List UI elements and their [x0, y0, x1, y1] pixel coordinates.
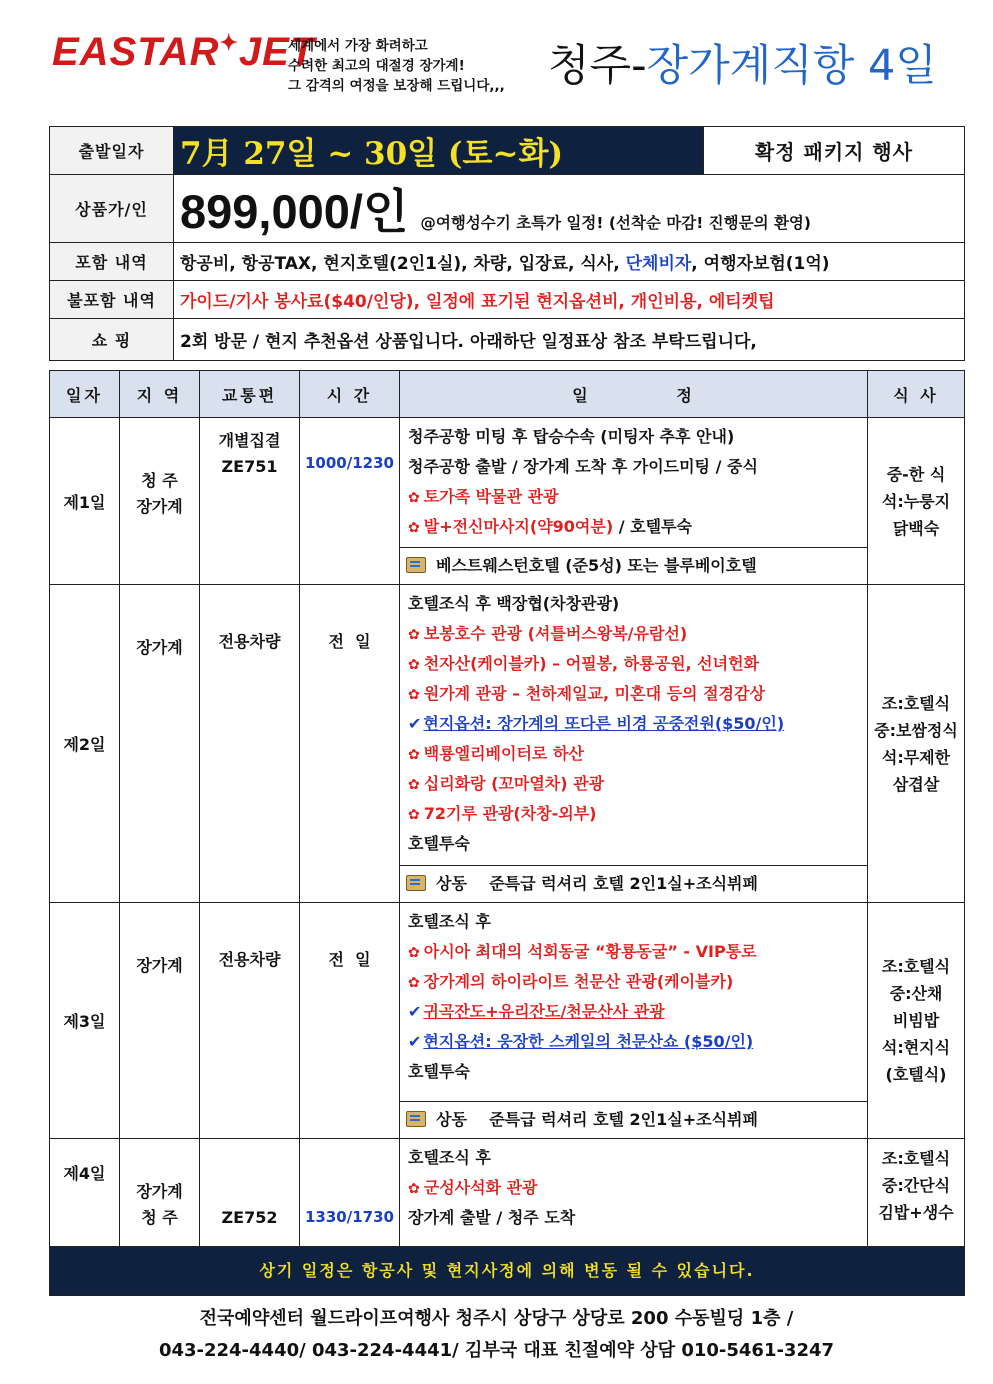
- meal-text: 석:무제한: [881, 747, 951, 767]
- region-cell: [120, 903, 200, 1139]
- highlight-text: 원가계 관광 – 천하제일교, 미혼대 등의 절경감상: [423, 684, 765, 703]
- price-label: 상품가/인: [50, 175, 174, 243]
- day-cell: 제2일: [50, 585, 120, 903]
- itinerary-line: [408, 679, 859, 709]
- region-text: 장가계: [136, 638, 183, 657]
- schedule-row: [50, 903, 965, 1139]
- itinerary-line: [408, 649, 859, 679]
- info-table: [49, 126, 965, 361]
- check-icon: ✔: [408, 1032, 422, 1051]
- included-label: 포함 내역: [50, 243, 174, 281]
- region-cell: [120, 585, 200, 903]
- meal-text: 삼겹살: [892, 774, 940, 794]
- price-note: @여행성수기 초특가 일정! (선착순 마감! 진행문의 환영): [420, 214, 811, 232]
- hotel-book-icon: [406, 1111, 426, 1127]
- schedule-table: [49, 370, 965, 1296]
- header-meals: 식 사: [868, 371, 965, 418]
- highlight-text: 장가계의 하이라이트 천문산 관광(케이블카): [423, 972, 734, 991]
- hotel-info: [400, 865, 867, 902]
- itinerary-line: [408, 967, 859, 997]
- hotel-book-icon: [406, 875, 426, 891]
- highlight-text: 귀곡잔도+유리잔도/천문산사 관광: [423, 1002, 665, 1021]
- shopping-label: 쇼 핑: [50, 319, 174, 361]
- itinerary-line: [408, 907, 859, 937]
- itinerary-cell: [400, 903, 868, 1139]
- highlight-text: 발+전신마사지(약90여분): [423, 517, 614, 536]
- flower-icon: ✿: [408, 490, 420, 506]
- slogan-line: 그 감격의 여정을 보장해 드립니다,,,: [288, 78, 505, 94]
- time-cell: 전 일: [300, 903, 400, 1139]
- transport-cell: [200, 418, 300, 585]
- itinerary-line: [408, 1173, 859, 1203]
- transport-text: 전용차량: [218, 632, 281, 651]
- meal-text: (호텔식): [885, 1065, 947, 1084]
- hotel-info: [400, 547, 867, 584]
- highlight-text: 천자산(케이블카) – 어필봉, 하룡공원, 선녀헌화: [423, 654, 760, 673]
- meal-text: 조:호텔식: [881, 693, 951, 713]
- eastar-jet-logo: EASTAR✦JET: [52, 30, 316, 74]
- hotel-text: 상동 준특급 럭셔리 호텔 2인1실+조식뷔페: [436, 874, 758, 893]
- transport-text: 개별집결: [218, 431, 281, 450]
- itinerary-cell: [400, 585, 868, 903]
- package-type: 확정 패키지 행사: [704, 127, 965, 175]
- itinerary-lines: [400, 585, 867, 859]
- flower-icon: ✿: [408, 520, 420, 536]
- highlight-text: 72기루 관광(차창-외부): [423, 804, 597, 823]
- transport-text: 전용차량: [218, 950, 281, 969]
- transport-cell: [200, 903, 300, 1139]
- meal-text: 중:보쌈정식: [874, 720, 958, 740]
- itinerary-lines: [400, 418, 867, 542]
- schedule-row: [50, 1139, 965, 1247]
- date-value: 7月 27일 ~ 30일 (토~화): [174, 127, 704, 175]
- header-time: 시 간: [300, 371, 400, 418]
- date-label: 출발일자: [50, 127, 174, 175]
- region-cell: [120, 418, 200, 585]
- transport-cell: [200, 585, 300, 903]
- meal-text: 석:현지식: [881, 1038, 951, 1057]
- meal-text: 조:호텔식: [881, 957, 951, 976]
- time-cell: 1000/1230: [300, 418, 400, 585]
- shopping-value: 2회 방문 / 현지 추천옵션 상품입니다. 아래하단 일정표상 참조 부탁드립니다,: [174, 319, 965, 361]
- itinerary-line: [408, 512, 859, 542]
- hotel-info: [400, 1101, 867, 1138]
- region-text: 장가계: [136, 956, 183, 975]
- excluded-label: 불포함 내역: [50, 281, 174, 319]
- itinerary-line: [408, 1027, 859, 1057]
- highlight-text: 토가족 박물관 관광: [423, 487, 559, 506]
- meals-cell: [868, 1139, 965, 1247]
- itinerary-line: [408, 589, 859, 619]
- meal-text: 중:산채: [889, 984, 943, 1003]
- itinerary-lines: [400, 1139, 867, 1233]
- included-value: 항공비, 항공TAX, 현지호텔(2인1실), 차량, 입장료, 식사, 단체비자, 여행자보험(1억): [174, 243, 965, 281]
- region-text: 청 주: [141, 471, 178, 490]
- itinerary-line: [408, 937, 859, 967]
- itinerary-line: [408, 739, 859, 769]
- header-transport: 교통편: [200, 371, 300, 418]
- plain-text: 장가계 출발 / 청주 도착: [408, 1208, 576, 1227]
- time-cell: 1330/1730: [300, 1139, 400, 1247]
- itinerary-line: [408, 422, 859, 452]
- itinerary-line: [408, 799, 859, 829]
- schedule-row: [50, 418, 965, 585]
- day-cell: 제1일: [50, 418, 120, 585]
- hotel-text: 베스트웨스턴호텔 (준5성) 또는 블루베이호텔: [436, 556, 757, 575]
- line-tail: / 호텔투숙: [613, 517, 692, 536]
- header-region: 지 역: [120, 371, 200, 418]
- region-text: 장가계: [136, 497, 183, 516]
- flower-icon: ✿: [408, 657, 420, 673]
- header-day: 일자: [50, 371, 120, 418]
- itinerary-line: [408, 997, 859, 1027]
- plain-text: 호텔투숙: [408, 834, 470, 853]
- itinerary-line: [408, 1057, 859, 1087]
- day-cell: 제4일: [50, 1139, 120, 1247]
- region-cell: [120, 1139, 200, 1247]
- meal-text: 중-한 식: [886, 464, 946, 484]
- flower-icon: ✿: [408, 807, 420, 823]
- schedule-notice: 상기 일정은 항공사 및 현지사정에 의해 변동 될 수 있습니다.: [50, 1247, 965, 1296]
- plain-text: 호텔투숙: [408, 1062, 470, 1081]
- highlight-text: 십리화랑 (꼬마열차) 관광: [423, 774, 605, 793]
- itinerary-cell: [400, 418, 868, 585]
- meal-text: 중:간단식: [881, 1176, 951, 1195]
- header-itinerary: 일 정: [400, 371, 868, 418]
- check-icon: ✔: [408, 1002, 422, 1021]
- region-text: 청 주: [141, 1207, 178, 1227]
- day-cell: 제3일: [50, 903, 120, 1139]
- meal-text: 조:호텔식: [881, 1149, 951, 1168]
- option-text: 현지옵션: 장가계의 또다른 비경 공중전원($50/인): [423, 714, 785, 733]
- meal-text: 닭백숙: [892, 518, 940, 538]
- flower-icon: ✿: [408, 945, 420, 961]
- itinerary-line: [408, 452, 859, 482]
- footer-address: 전국예약센터 월드라이프여행사 청주시 상당구 상당로 200 수동빌딩 1층 /: [199, 1308, 794, 1329]
- flower-icon: ✿: [408, 1181, 420, 1197]
- excluded-value: 가이드/기사 봉사료($40/인당), 일정에 표기된 현지옵션비, 개인비용, 에티켓팁: [174, 281, 965, 319]
- page-title: 청주-장가계직항 4일: [548, 41, 937, 91]
- meals-cell: [868, 903, 965, 1139]
- plain-text: 호텔조식 후: [408, 912, 491, 931]
- plain-text: 청주공항 미팅 후 탑승수속 (미팅자 추후 안내): [408, 427, 735, 446]
- itinerary-line: [408, 1143, 859, 1173]
- flower-icon: ✿: [408, 747, 420, 763]
- highlight-text: 보봉호수 관광 (셔틀버스왕복/유람선): [423, 624, 688, 643]
- meal-text: 비빔밥: [892, 1011, 940, 1030]
- plain-text: 청주공항 출발 / 장가계 도착 후 가이드미팅 / 중식: [408, 457, 758, 476]
- meals-cell: [868, 418, 965, 585]
- schedule-row: [50, 585, 965, 903]
- hotel-book-icon: [406, 557, 426, 573]
- slogan: [288, 36, 505, 96]
- itinerary-line: [408, 709, 859, 739]
- itinerary-line: [408, 482, 859, 512]
- price-cell: [174, 175, 965, 243]
- transport-text: ZE752: [221, 1208, 278, 1227]
- itinerary-line: [408, 1203, 859, 1233]
- transport-text: ZE751: [221, 457, 278, 476]
- highlight-text: 군성사석화 관광: [423, 1178, 538, 1197]
- flower-icon: ✿: [408, 975, 420, 991]
- check-icon: ✔: [408, 714, 422, 733]
- flower-icon: ✿: [408, 687, 420, 703]
- highlight-text: 백룡엘리베이터로 하산: [423, 744, 584, 763]
- plain-text: 호텔조식 후: [408, 1148, 491, 1167]
- meal-text: 석:누룽지: [881, 491, 951, 511]
- hotel-text: 상동 준특급 럭셔리 호텔 2인1실+조식뷔페: [436, 1110, 758, 1129]
- plain-text: 호텔조식 후 백장협(차창관광): [408, 594, 620, 613]
- meal-text: 김밥+생수: [878, 1203, 954, 1222]
- notice-row: [50, 1247, 965, 1296]
- option-text: 현지옵션: 웅장한 스케일의 천문산쇼 ($50/인): [423, 1032, 754, 1051]
- highlight-text: 아시아 최대의 석회동굴 “황룡동굴” - VIP통로: [423, 942, 757, 961]
- itinerary-line: [408, 769, 859, 799]
- slogan-line: 수려한 최고의 대절경 장가계!: [288, 58, 465, 74]
- itinerary-lines: [400, 903, 867, 1087]
- flower-icon: ✿: [408, 777, 420, 793]
- slogan-line: 세계에서 가장 화려하고: [288, 38, 428, 54]
- transport-cell: [200, 1139, 300, 1247]
- flower-icon: ✿: [408, 627, 420, 643]
- itinerary-cell: [400, 1139, 868, 1247]
- itinerary-line: [408, 619, 859, 649]
- itinerary-line: [408, 829, 859, 859]
- footer-contact: 043-224-4440/ 043-224-4441/ 김부국 대표 친절예약 상담 010-5461-3247: [158, 1340, 835, 1361]
- meals-cell: [868, 585, 965, 903]
- price-value: 899,000/인: [180, 185, 409, 238]
- region-text: 장가계: [136, 1181, 183, 1201]
- time-cell: 전 일: [300, 585, 400, 903]
